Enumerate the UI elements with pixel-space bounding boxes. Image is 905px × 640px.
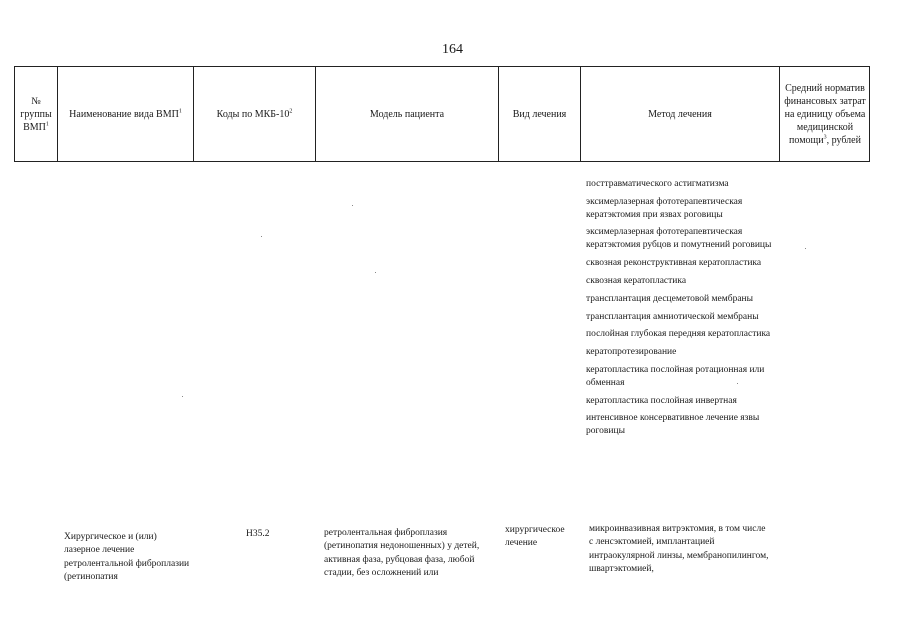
method-item: кератопротезирование [586, 347, 677, 358]
header-mkb-codes-text: Коды по МКБ-10 [216, 108, 290, 120]
header-vmp-name-text: Наименование вида ВМП [69, 108, 179, 120]
header-treatment-type [499, 66, 580, 162]
column-divider [869, 66, 870, 162]
header-patient-model-text: Модель пациента [369, 108, 445, 120]
method-item: трансплантация амниотической мембраны [586, 311, 759, 322]
method-item: послойная глубокая передняя кератопластика [586, 329, 771, 340]
header-treatment-method-text: Метод лечения [648, 108, 712, 120]
header-group-no-text: № группы ВМП [20, 95, 52, 133]
scan-speck [805, 248, 806, 249]
footnote-marker: 2 [289, 108, 293, 115]
scan-speck [352, 205, 353, 206]
footnote-marker: 1 [45, 121, 49, 128]
method-item: кератопластика послойная ротационная или обменная [586, 364, 765, 388]
page-number: 164 [442, 42, 463, 57]
header-avg-cost-unit: , рублей [826, 134, 861, 146]
header-treatment-type-text: Вид лечения [512, 108, 567, 120]
treatment-method-list [586, 178, 786, 443]
method-item: эксимерлазерная фототерапевтическая кератэктомия рубцов и помутнений роговицы [586, 227, 772, 251]
header-vmp-name [58, 66, 193, 162]
header-patient-model [316, 66, 498, 162]
row-vmp-name: Хирургическое и (или) лазерное лечение ретролентальной фиброплазии (ретинопатия [64, 532, 190, 582]
method-item: интенсивное консервативное лечение язвы роговицы [586, 413, 760, 437]
header-avg-cost-text: Средний норматив финансовых затрат на единицу объема медицинской помощи [784, 82, 866, 146]
row-treatment-type: хирургическое лечение [505, 525, 565, 549]
header-mkb-codes [194, 66, 315, 162]
scan-speck [261, 236, 262, 237]
method-item: эксимерлазерная фототерапевтическая кератэктомия при язвах роговицы [586, 196, 743, 220]
scan-speck [375, 272, 376, 273]
header-avg-cost [782, 66, 868, 162]
header-treatment-method [581, 66, 779, 162]
scan-speck [737, 383, 738, 384]
footnote-marker: 1 [178, 108, 182, 115]
method-item: посттравматического астигматизма [586, 179, 729, 189]
method-item: сквозная реконструктивная кератопластика [586, 258, 762, 269]
column-divider [779, 66, 780, 162]
footnote-marker: 3 [823, 134, 827, 141]
header-group-no [15, 66, 57, 162]
scan-speck [182, 396, 183, 397]
method-item: кератопластика послойная инвертная [586, 395, 737, 406]
row-mkb-code: H35.2 [246, 529, 270, 539]
row-treatment-method: микроинвазивная витрэктомия, в том числе с ленсэктомией, имплантацией интраокулярной линзы, мембранопилингом, швартэктомией, [589, 524, 769, 574]
method-item: трансплантация десцеметовой мембраны [586, 293, 754, 304]
row-patient-model: ретролентальная фиброплазия (ретинопатия недоношенных) у детей, активная фаза, рубцовая фаза, любой стадии, без осложнений или [324, 528, 480, 578]
method-item: сквозная кератопластика [586, 275, 687, 286]
